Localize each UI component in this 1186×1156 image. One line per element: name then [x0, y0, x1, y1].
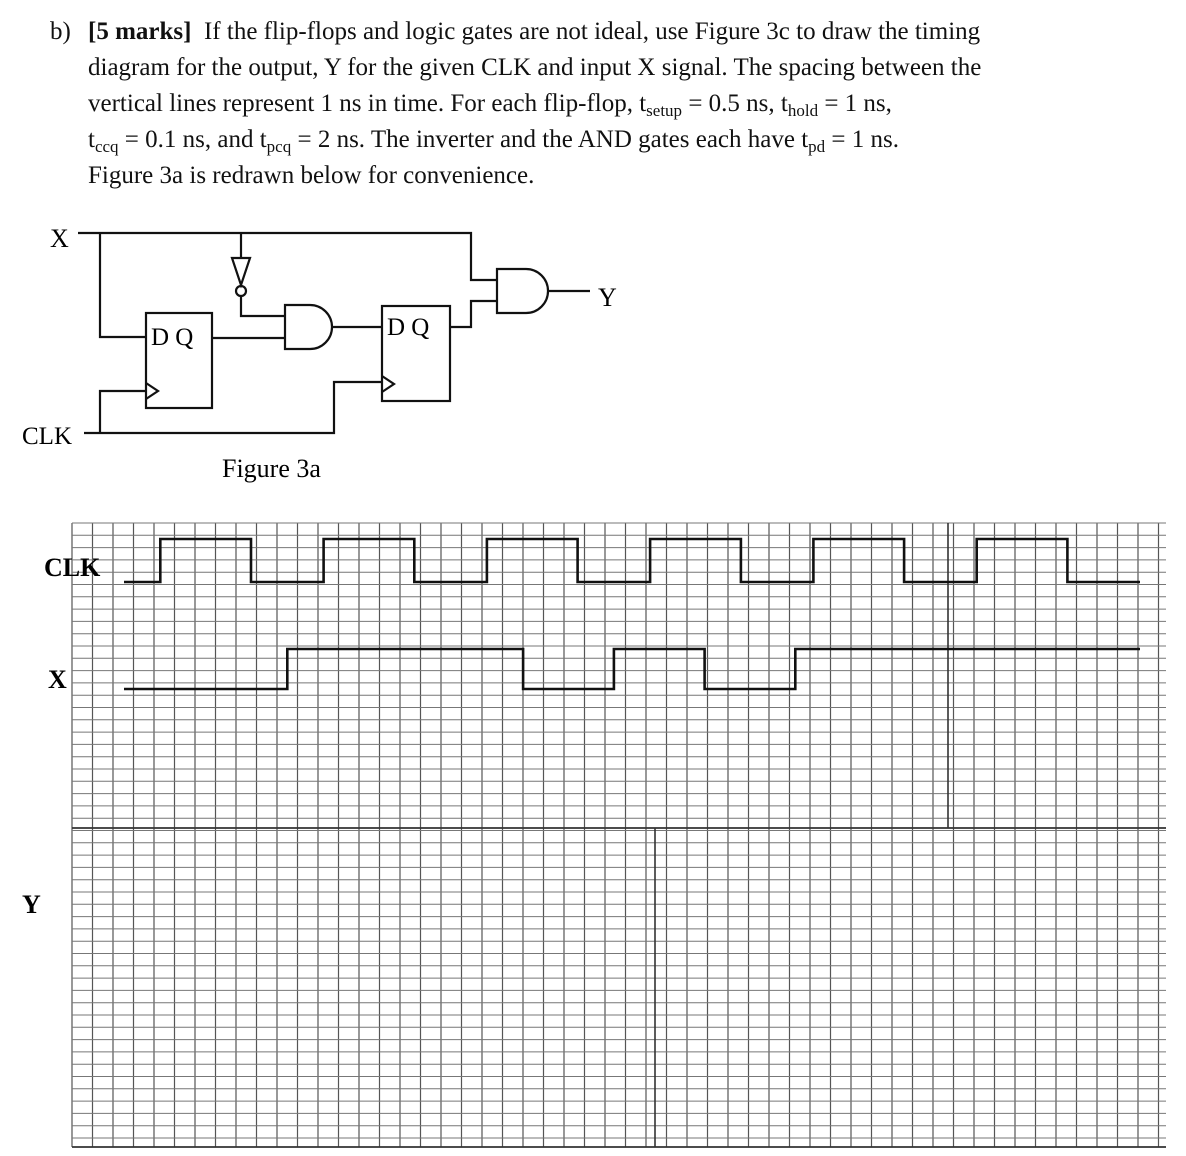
sub-setup: setup	[646, 101, 683, 120]
circuit-diagram	[0, 0, 1186, 500]
timing-y-label: Y	[22, 890, 41, 919]
wire-clk-bus	[84, 382, 382, 433]
question-line-4b: = 0.1 ns, and t	[118, 126, 267, 153]
timing-clk-label: CLK	[44, 553, 101, 582]
question-line-3c: = 1 ns,	[818, 90, 892, 117]
timing-x-label: X	[48, 665, 67, 694]
wire-x-to-ff1	[100, 233, 146, 337]
question-line-1: If the flip-flops and logic gates are not ideal, use Figure 3c to draw the timing	[203, 18, 981, 45]
marks-label: [5 marks]	[88, 18, 192, 45]
question-line-3b: = 0.5 ns, t	[682, 90, 788, 117]
grid-minor-lines	[72, 523, 1166, 1147]
timing-diagram	[0, 515, 1186, 1155]
ff1-dq-label: D Q	[151, 324, 194, 351]
question-line-2: diagram for the output, Y for the given CLK and input X signal. The spacing between the	[88, 54, 982, 81]
circuit-clk-label: CLK	[22, 423, 72, 450]
question-line-5: Figure 3a is redrawn below for convenience.	[88, 162, 535, 189]
wire-ff2-q-to-and2	[450, 301, 497, 327]
inverter-icon	[232, 258, 250, 285]
circuit-input-x-label: X	[50, 224, 69, 253]
wire-inverter-to-and1	[241, 296, 285, 316]
question-line-3: vertical lines represent 1 ns in time. For each flip-flop, t	[88, 90, 647, 117]
circuit-output-y-label: Y	[598, 283, 617, 312]
sub-ccq: ccq	[94, 137, 119, 156]
and-gate-1-icon	[285, 305, 332, 349]
sub-hold: hold	[787, 101, 819, 120]
ff2-clock-marker-icon	[382, 376, 394, 392]
sub-pd: pd	[808, 137, 826, 156]
wire-x-bus	[78, 233, 497, 280]
ff2-dq-label: D Q	[387, 314, 430, 341]
question-label: b)	[50, 18, 71, 45]
figure-3a-caption: Figure 3a	[222, 454, 321, 483]
ff1-clock-marker-icon	[146, 383, 158, 399]
and-gate-2-icon	[497, 269, 548, 313]
wire-clk-to-ff1	[100, 391, 146, 433]
sub-pcq: pcq	[266, 137, 292, 156]
question-line-4c: = 2 ns. The inverter and the AND gates each have t	[291, 126, 809, 153]
question-line-4d: = 1 ns.	[825, 126, 899, 153]
question-line-4a: t	[88, 126, 95, 153]
